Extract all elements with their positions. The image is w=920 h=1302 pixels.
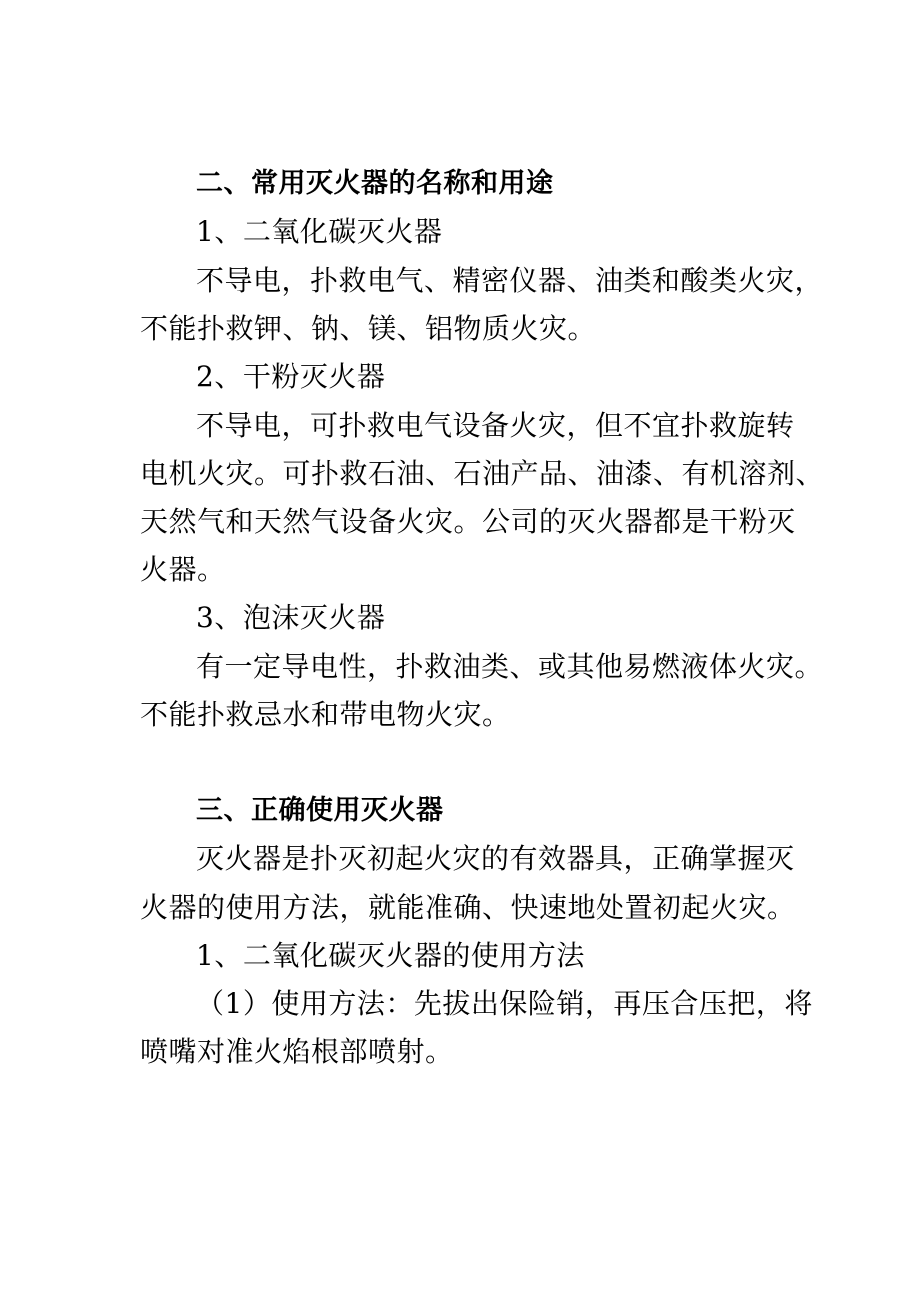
item-co2-text-line-1: 不导电，扑救电气、精密仪器、油类和酸类火灾，: [196, 264, 824, 297]
section-3-heading: 三、正确使用灭火器: [196, 795, 444, 826]
co2-usage-text-line-1: （1）使用方法：先拔出保险销，再压合压把，将: [196, 987, 813, 1020]
item-powder-text-line-2: 电机火灾。可扑救石油、石油产品、油漆、有机溶剂、: [140, 457, 825, 490]
section-3-intro-line-2: 火器的使用方法，就能准确、快速地处置初起火灾。: [140, 891, 796, 924]
item-powder-title: 2、干粉灭火器: [196, 360, 386, 393]
item-foam-title: 3、泡沫灭火器: [196, 601, 386, 634]
section-2-heading: 二、常用灭火器的名称和用途: [196, 168, 554, 199]
item-powder-text-line-1: 不导电，可扑救电气设备火灾，但不宜扑救旋转: [196, 409, 795, 442]
co2-usage-text-line-2: 喷嘴对准火焰根部喷射。: [140, 1035, 454, 1068]
item-powder-text-line-4: 火器。: [140, 553, 226, 586]
section-3-intro-line-1: 灭火器是扑灭初起火灾的有效器具，正确掌握灭: [196, 842, 795, 875]
co2-usage-title: 1、二氧化碳灭火器的使用方法: [196, 939, 585, 972]
item-powder-text-line-3: 天然气和天然气设备火灾。公司的灭火器都是干粉灭: [140, 505, 796, 538]
item-foam-text-line-1: 有一定导电性，扑救油类、或其他易燃液体火灾。: [196, 650, 824, 683]
item-co2-title: 1、二氧化碳灭火器: [196, 215, 443, 248]
item-foam-text-line-2: 不能扑救忌水和带电物火灾。: [140, 698, 511, 731]
item-co2-text-line-2: 不能扑救钾、钠、镁、铝物质火灾。: [140, 312, 597, 345]
